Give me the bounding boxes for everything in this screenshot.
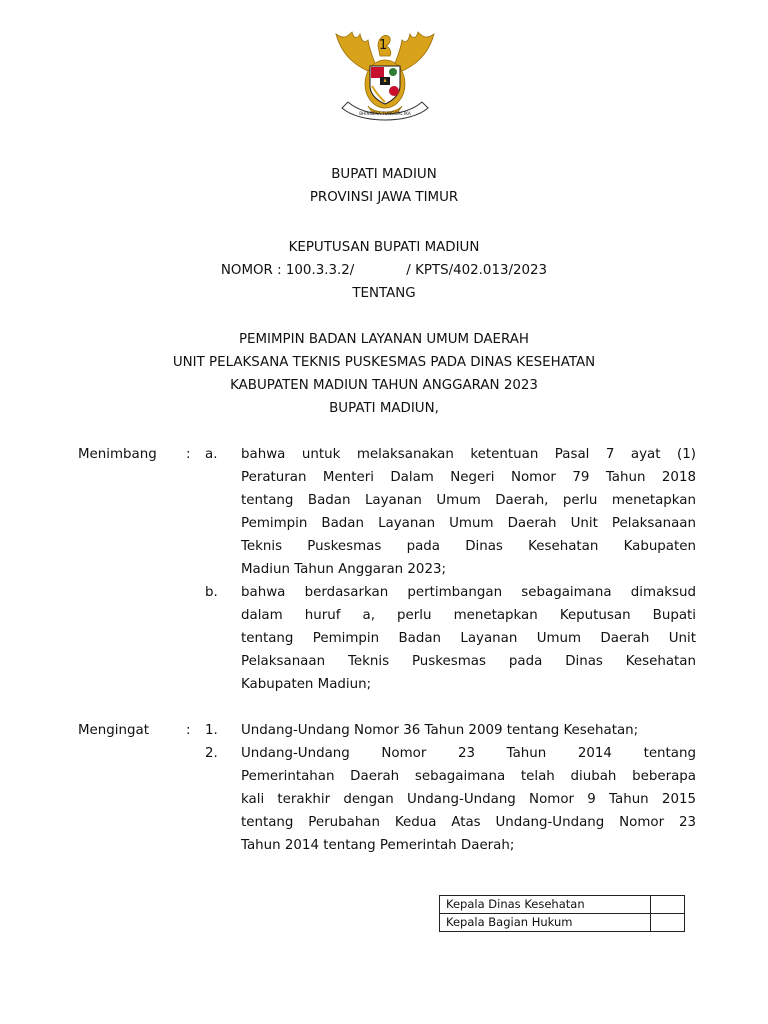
menimbang-a-line-6: Madiun Tahun Anggaran 2023; (241, 562, 446, 577)
subject-line-3: KABUPATEN MADIUN TAHUN ANGGARAN 2023 (230, 378, 538, 393)
paraf-role: Kepala Dinas Kesehatan (440, 896, 651, 914)
menimbang-marker-a: a. (205, 447, 218, 462)
menimbang-colon: : (186, 447, 191, 462)
mengingat-1-line-1: Undang-Undang Nomor 36 Tahun 2009 tentang Kesehatan; (241, 723, 639, 738)
province-title: PROVINSI JAWA TIMUR (309, 190, 459, 205)
menimbang-a-line-4: Pemimpin Badan Layanan Umum Daerah Unit Pelaksanaan (241, 516, 696, 531)
paraf-row (440, 914, 685, 932)
decree-title: KEPUTUSAN BUPATI MADIUN (288, 240, 480, 255)
menimbang-a-line-5: Teknis Puskesmas pada Dinas Kesehatan Kabupaten (241, 539, 696, 554)
mengingat-marker-2: 2. (205, 746, 218, 761)
menimbang-label: Menimbang (78, 447, 157, 462)
subject-line-1: PEMIMPIN BADAN LAYANAN UMUM DAERAH (238, 332, 530, 347)
decree-number-suffix: / KPTS/402.013/2023 (406, 263, 548, 278)
menimbang-b-line-3: tentang Pemimpin Badan Layanan Umum Daerah Unit (241, 631, 696, 646)
mengingat-marker-1: 1. (205, 723, 218, 738)
menimbang-marker-b: b. (205, 585, 218, 600)
mengingat-colon: : (186, 723, 191, 738)
menimbang-b-line-1: bahwa berdasarkan pertimbangan sebagaimana dimaksud (241, 585, 696, 600)
menimbang-b-line-2: dalam huruf a, perlu menetapkan Keputusan Bupati (241, 608, 696, 623)
mengingat-2-line-2: Pemerintahan Daerah sebagaimana telah diubah beberapa (241, 769, 696, 784)
paraf-row (440, 896, 685, 914)
mengingat-2-line-4: tentang Perubahan Kedua Atas Undang-Undang Nomor 23 (241, 815, 696, 830)
paraf-signature-cell[interactable] (651, 896, 685, 914)
decree-number (0, 263, 768, 278)
issuer-heading: BUPATI MADIUN, (329, 401, 439, 416)
emblem-motto: BHINNEKA TUNGGAL IKA (359, 111, 411, 116)
mengingat-2-line-5: Tahun 2014 tentang Pemerintah Daerah; (241, 838, 515, 853)
paraf-role: Kepala Bagian Hukum (440, 914, 651, 932)
menimbang-b-line-5: Kabupaten Madiun; (241, 677, 372, 692)
menimbang-a-line-3: tentang Badan Layanan Umum Daerah, perlu menetapkan (241, 493, 696, 508)
menimbang-a-line-1: bahwa untuk melaksanakan ketentuan Pasal 7 ayat (1) (241, 447, 696, 462)
mengingat-2-line-3: kali terakhir dengan Undang-Undang Nomor 9 Tahun 2015 (241, 792, 696, 807)
subject-line-2: UNIT PELAKSANA TEKNIS PUSKESMAS PADA DINAS KESEHATAN (172, 355, 596, 370)
menimbang-b-line-4: Pelaksanaan Teknis Puskesmas pada Dinas Kesehatan (241, 654, 696, 669)
about-heading: TENTANG (352, 286, 416, 301)
menimbang-a-line-2: Peraturan Menteri Dalam Negeri Nomor 79 Tahun 2018 (241, 470, 696, 485)
mengingat-2-line-1: Undang-Undang Nomor 23 Tahun 2014 tentang (241, 746, 696, 761)
mengingat-label: Mengingat (78, 723, 149, 738)
paraf-table (439, 895, 685, 932)
page-number: 1 (379, 38, 388, 53)
paraf-signature-cell[interactable] (651, 914, 685, 932)
decree-number-prefix: NOMOR : 100.3.3.2/ (220, 263, 355, 278)
regent-title: BUPATI MADIUN (331, 167, 437, 182)
